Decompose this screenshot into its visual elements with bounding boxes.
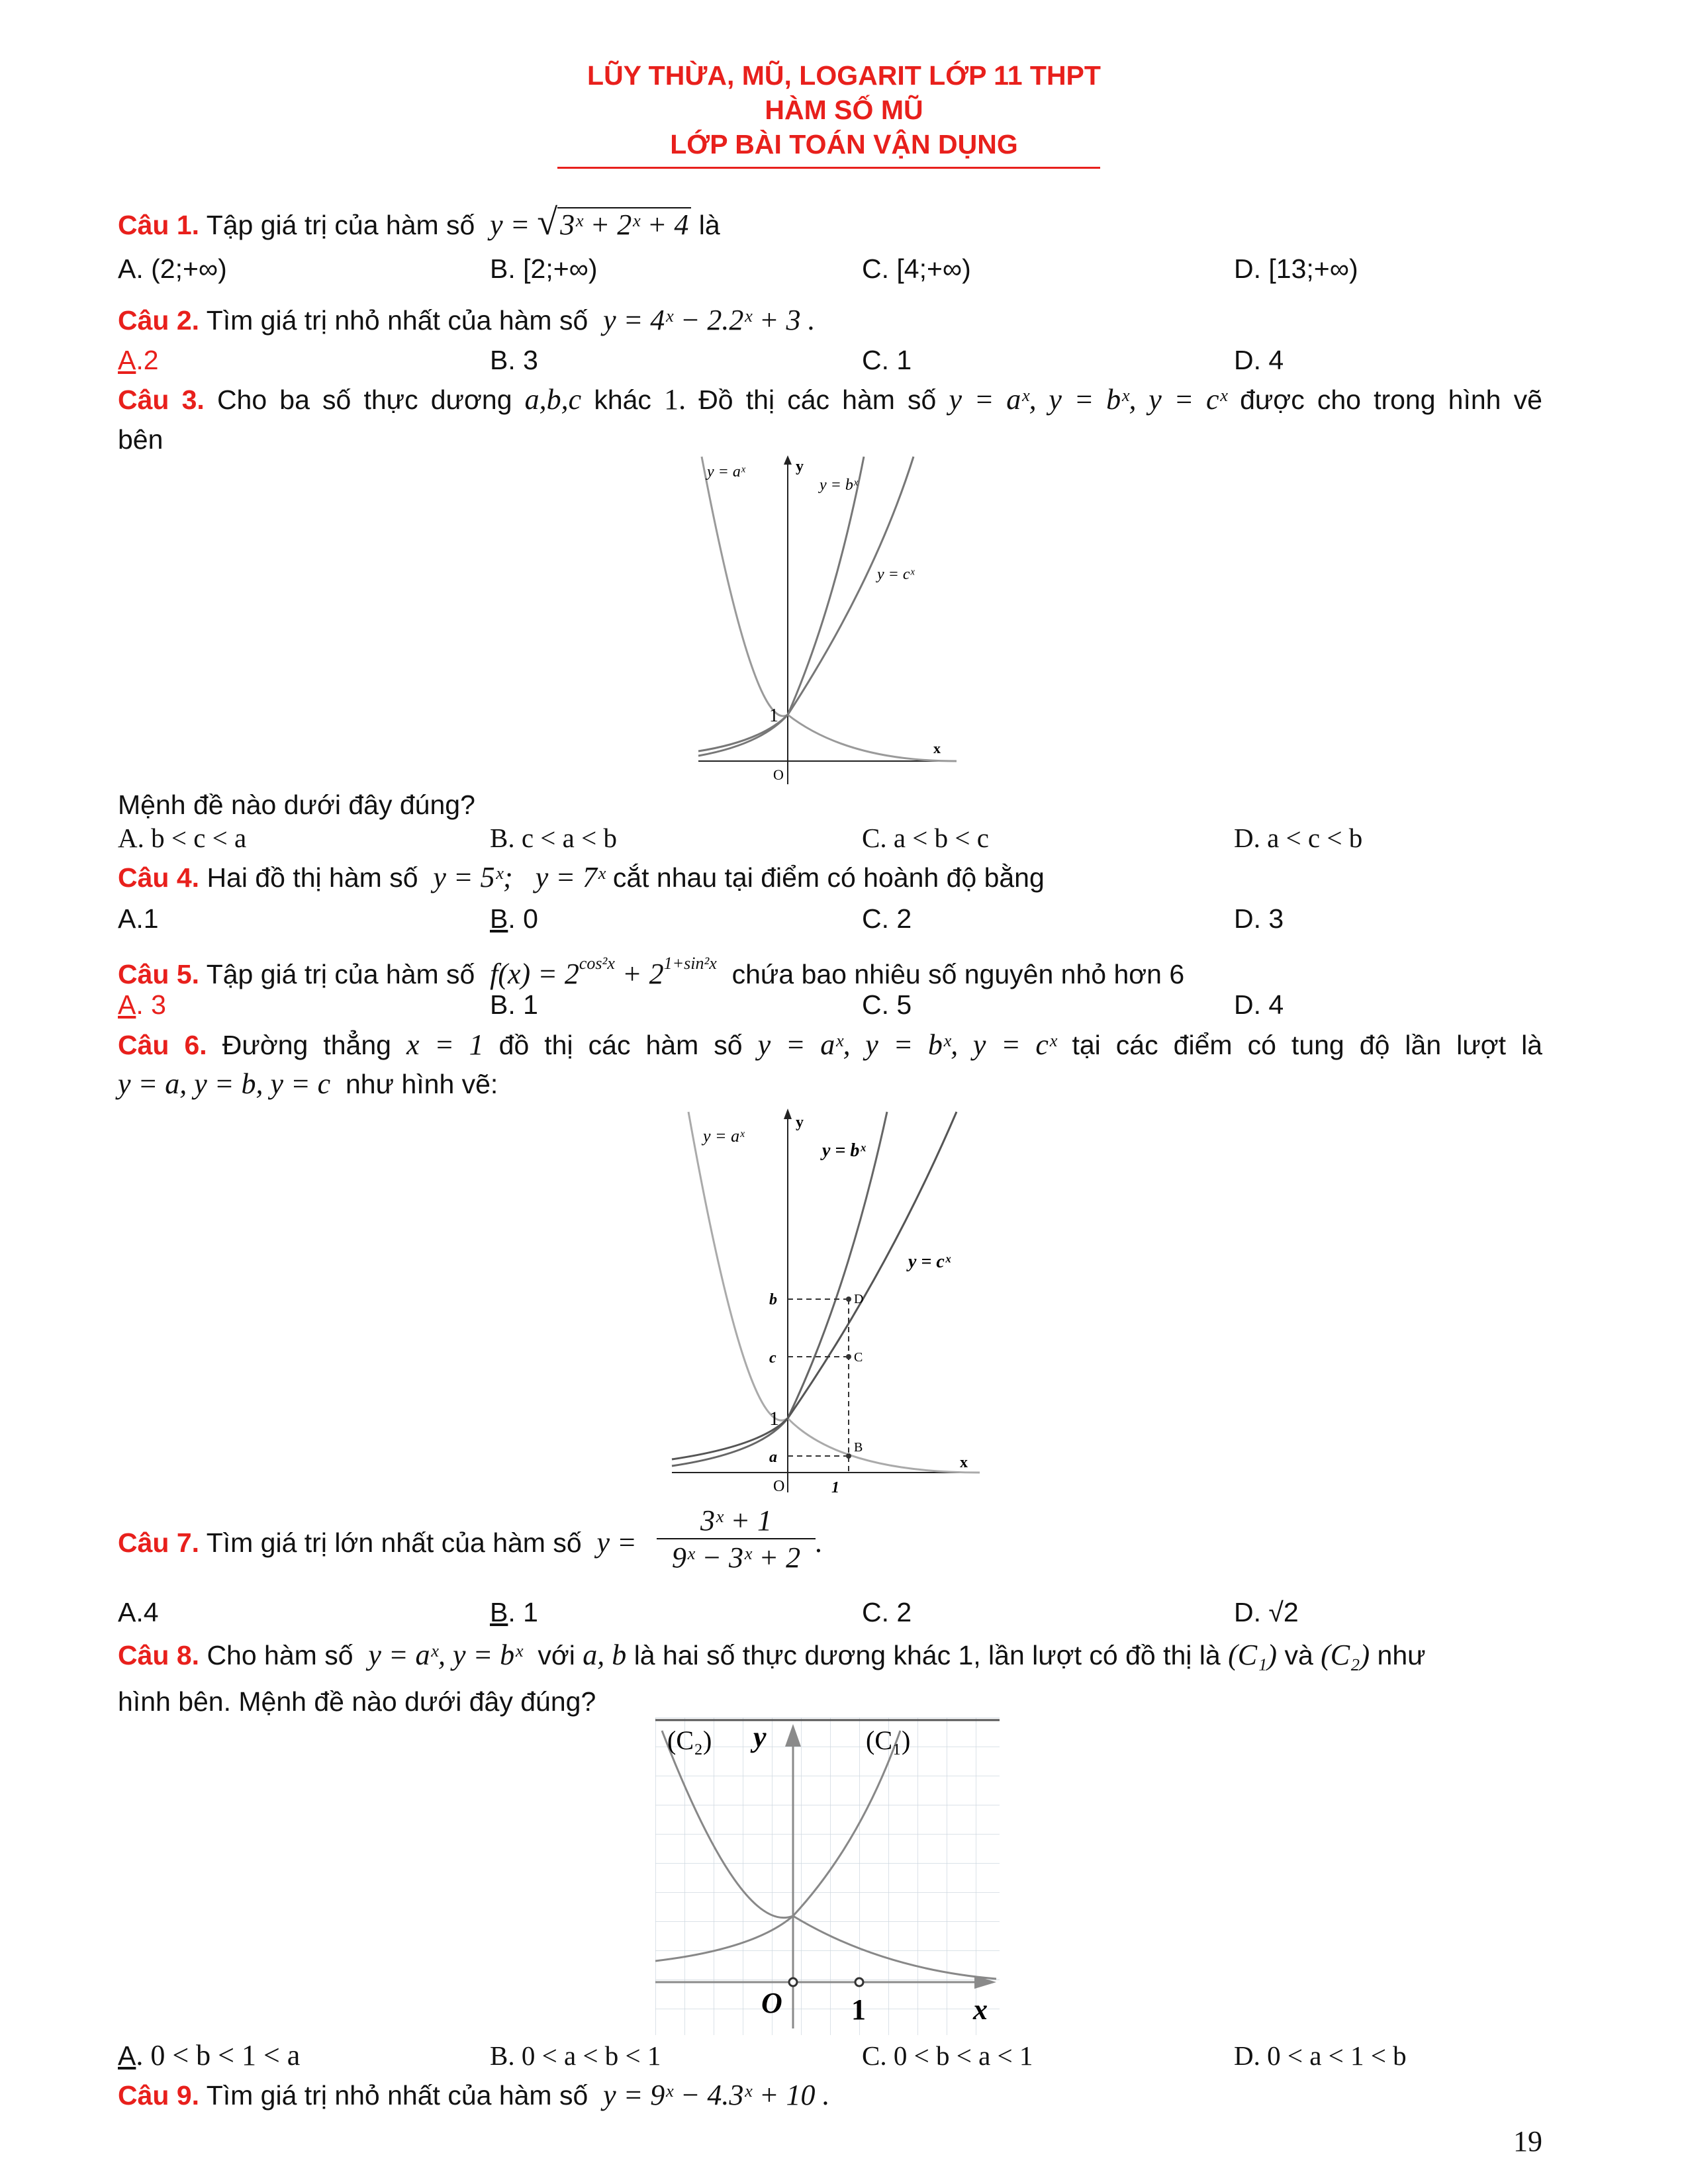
q8-option-c: C. 0 < b < a < 1	[862, 2040, 1033, 2071]
q7-option-d: D. √2	[1234, 1597, 1299, 1627]
tick-a: a	[769, 1449, 777, 1466]
q3-prompt: Mệnh đề nào dưới đây đúng?	[118, 790, 475, 820]
tick-x1: 1	[831, 1479, 839, 1496]
curve-a	[688, 1112, 980, 1473]
tick-b: b	[769, 1291, 777, 1308]
label-x: x	[933, 740, 941, 756]
q7-denominator: 9ˣ − 3ˣ + 2	[671, 1541, 801, 1574]
q5-option-b: B. 1	[490, 989, 538, 1020]
header-underline	[557, 167, 1100, 169]
question-9: Câu 9. Tìm giá trị nhỏ nhất của hàm số y = 9ˣ − 4.3ˣ + 10 .	[118, 2079, 830, 2111]
label-origin: O	[761, 1987, 782, 2019]
q4-option-a: A.1	[118, 903, 159, 934]
tick-c: c	[769, 1349, 776, 1367]
graph-q8	[655, 1717, 1000, 2035]
q2-option-d: D. 4	[1234, 345, 1284, 375]
question-8: Câu 8. Cho hàm số y = aˣ, y = bˣ với a, b là hai số thực dương khác 1, lần lượt có đồ thị là (C₁) và (C₂) như	[118, 1639, 1426, 1671]
page-number: 19	[1513, 2125, 1542, 2158]
graph-q3	[688, 450, 966, 794]
q4-option-b: B. 0	[490, 903, 538, 934]
q4-option-d: D. 3	[1234, 903, 1284, 934]
question-3-line2: bên	[118, 424, 164, 455]
q7-dot: .	[816, 1526, 823, 1559]
q8-option-d: D. 0 < a < 1 < b	[1234, 2040, 1407, 2071]
curve-b	[672, 1112, 887, 1466]
question-3: Câu 3. Cho ba số thực dương a,b,c khác 1. Đồ thị các hàm số y = aˣ, y = bˣ, y = cˣ được cho trong hình vẽ	[118, 383, 1542, 416]
header-line2: HÀM SỐ MŨ	[765, 95, 923, 125]
label-c1: (C₁)	[866, 1725, 911, 1755]
q4-option-c: C. 2	[862, 903, 912, 934]
q7-option-a: A.4	[118, 1597, 159, 1627]
question-1-label: Câu 1.	[118, 210, 200, 240]
q1-option-c: C. [4;+∞)	[862, 253, 971, 284]
label-one: 1	[769, 705, 778, 726]
q3-option-d: D. a < c < b	[1234, 823, 1363, 853]
q2-option-a: A.2	[118, 345, 159, 375]
q1-option-a: A. (2;+∞)	[118, 253, 227, 284]
y-axis-arrow	[784, 455, 792, 465]
question-2: Câu 2. Tìm giá trị nhỏ nhất của hàm số y = 4ˣ − 2.2ˣ + 3 .	[118, 304, 816, 336]
x1-point	[855, 1978, 863, 1986]
q7-numerator: 3ˣ + 1	[657, 1504, 816, 1539]
curve-b	[698, 457, 864, 756]
label-point-b: B	[854, 1440, 863, 1455]
graph-q6	[669, 1102, 986, 1499]
question-7: Câu 7. Tìm giá trị lớn nhất của hàm số y =	[118, 1526, 637, 1559]
point-b	[846, 1453, 851, 1459]
label-y: y	[796, 1114, 804, 1131]
label-c: y = cˣ	[877, 566, 915, 583]
q5-option-c: C. 5	[862, 989, 912, 1020]
q8-option-b: B. 0 < a < b < 1	[490, 2040, 661, 2071]
question-5: Câu 5. Tập giá trị của hàm số $f(x) = 2^{cos^2x} + 2^{1+sin^2x}$ chứa bao nhiêu số nguyên nhỏ hơn 6	[118, 954, 1185, 990]
y-axis-arrow	[784, 1109, 792, 1119]
q3-option-b: B. c < a < b	[490, 823, 617, 853]
question-8-line2: hình bên. Mệnh đề nào dưới đây đúng?	[118, 1686, 596, 1717]
label-y: y	[796, 458, 804, 475]
label-origin: O	[773, 1478, 785, 1495]
label-one: 1	[769, 1408, 779, 1430]
label-a: y = aˣ	[703, 1126, 745, 1146]
q1-option-d: D. [13;+∞)	[1234, 253, 1358, 284]
q3-option-c: C. a < b < c	[862, 823, 989, 853]
header-line3: LỚP BÀI TOÁN VẬN DỤNG	[670, 129, 1018, 159]
question-6: Câu 6. Đường thẳng x = 1 đồ thị các hàm số y = aˣ, y = bˣ, y = cˣ tại các điểm có tung độ lần lượt là	[118, 1028, 1542, 1061]
q5-option-d: D. 4	[1234, 989, 1284, 1020]
label-c2: (C₂)	[667, 1725, 712, 1755]
label-a: y = aˣ	[707, 463, 745, 480]
label-x: x	[973, 1993, 988, 2026]
question-4: Câu 4. Hai đồ thị hàm số y = 5ˣ; y = 7ˣ cắt nhau tại điểm có hoành độ bằng	[118, 861, 1045, 893]
question-6-line2: y = a, y = b, y = c như hình vẽ:	[118, 1068, 498, 1100]
label-point-d: D	[854, 1292, 864, 1306]
q2-option-c: C. 1	[862, 345, 912, 375]
label-one: 1	[851, 1993, 866, 2026]
curve-a	[702, 457, 957, 761]
grid-background	[655, 1717, 1000, 2035]
curve-c	[672, 1112, 957, 1459]
label-b: y = bˣ	[822, 1140, 866, 1161]
q2-option-b: B. 3	[490, 345, 538, 375]
label-point-c: C	[854, 1350, 863, 1365]
q8-option-a: A. 0 < b < 1 < a	[118, 2039, 301, 2071]
label-b: y = bˣ	[820, 477, 858, 494]
q3-option-a: A. b < c < a	[118, 823, 247, 853]
q7-option-b: B. 1	[490, 1597, 538, 1627]
q7-fraction	[657, 1504, 816, 1576]
label-c: y = cˣ	[908, 1251, 951, 1272]
point-d	[846, 1297, 851, 1302]
point-c	[846, 1354, 851, 1359]
label-origin: O	[773, 766, 784, 783]
q5-option-a: A. 3	[118, 989, 166, 1020]
q1-option-b: B. [2;+∞)	[490, 253, 598, 284]
curve-c	[698, 457, 914, 751]
question-1: Câu 1. Tập giá trị của hàm số y = √3ˣ + 2ˣ + 4 là	[118, 202, 720, 243]
origin-point	[789, 1978, 797, 1986]
label-x: x	[960, 1454, 968, 1471]
header-line1: LŨY THỪA, MŨ, LOGARIT LỚP 11 THPT	[587, 60, 1101, 91]
label-y: y	[753, 1721, 767, 1753]
q7-option-c: C. 2	[862, 1597, 912, 1627]
